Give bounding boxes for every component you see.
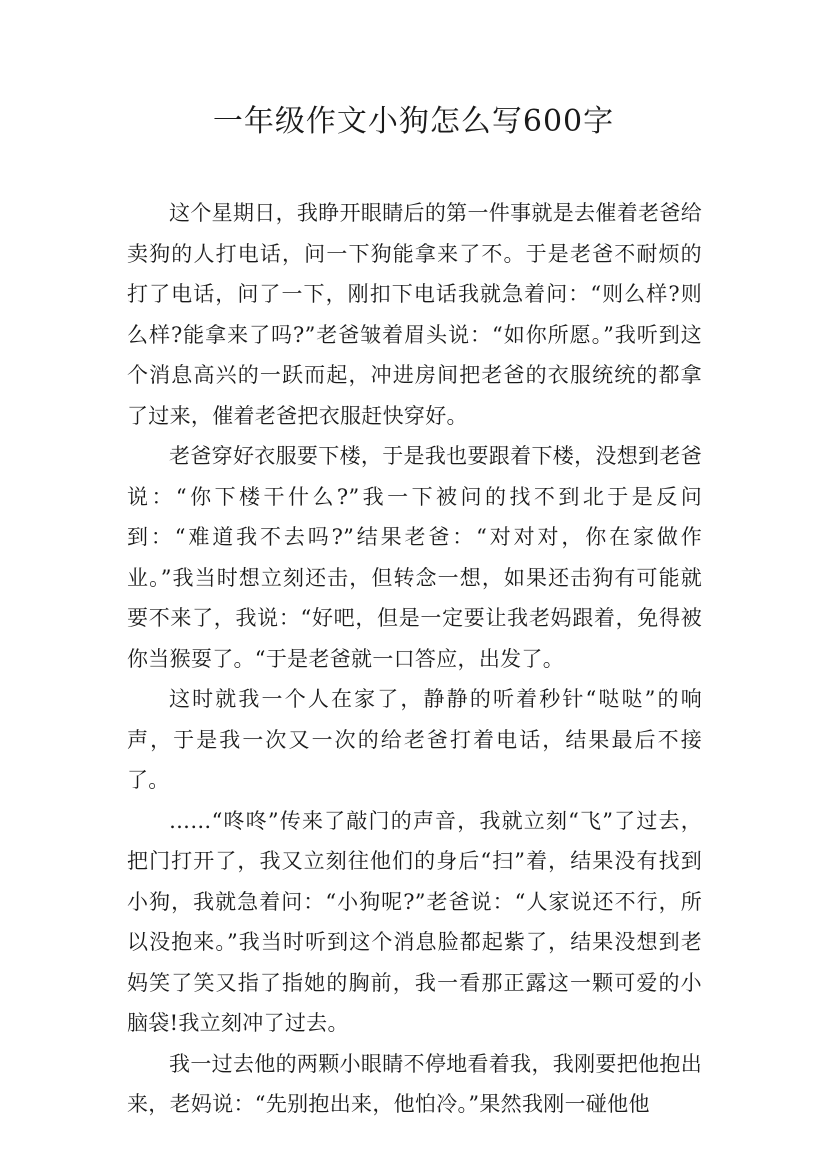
paragraph-5: 我一过去他的两颗小眼睛不停地看着我，我刚要把他抱出来，老妈说：“先别抱出来，他怕冷。”果然我刚一碰他他 [127,1051,702,1116]
paragraph-1: 这个星期日，我睁开眼睛后的第一件事就是去催着老爸给卖狗的人打电话，问一下狗能拿来了不。于是老爸不耐烦的打了电话，问了一下，刚扣下电话我就急着问：“则么样?则么样?能拿来了吗?”老爸皱着眉头说：“如你所愿。”我听到这个消息高兴的一跃而起，冲进房间把老爸的衣服统统的都拿了过来，催着老爸把衣服赶快穿好。 [127,201,702,428]
paragraph-2: 老爸穿好衣服要下楼，于是我也要跟着下楼，没想到老爸说：“你下楼干什么?”我一下被问的找不到北于是反问到：“难道我不去吗?”结果老爸：“对对对，你在家做作业。”我当时想立刻还击，但转念一想，如果还击狗有可能就要不来了，我说：“好吧，但是一定要让我老妈跟着，免得被你当猴耍了。“于是老爸就一口答应，出发了。 [127,444,702,671]
paragraph-3: 这时就我一个人在家了，静静的听着秒针“哒哒”的响声，于是我一次又一次的给老爸打着电话，结果最后不接了。 [127,687,702,792]
document-body [127,193,702,1125]
document-title: 一年级作文小狗怎么写600字 [212,104,615,139]
paragraph-4: ……“咚咚”传来了敲门的声音，我就立刻“飞”了过去，把门打开了，我又立刻往他们的身后“扫”着，结果没有找到小狗，我就急着问：“小狗呢?”老爸说：“人家说还不行，所以没抱来。”我当时听到这个消息脸都起紫了，结果没想到老妈笑了笑又指了指她的胸前，我一看那正露这一颗可爱的小脑袋!我立刻冲了过去。 [127,808,702,1035]
